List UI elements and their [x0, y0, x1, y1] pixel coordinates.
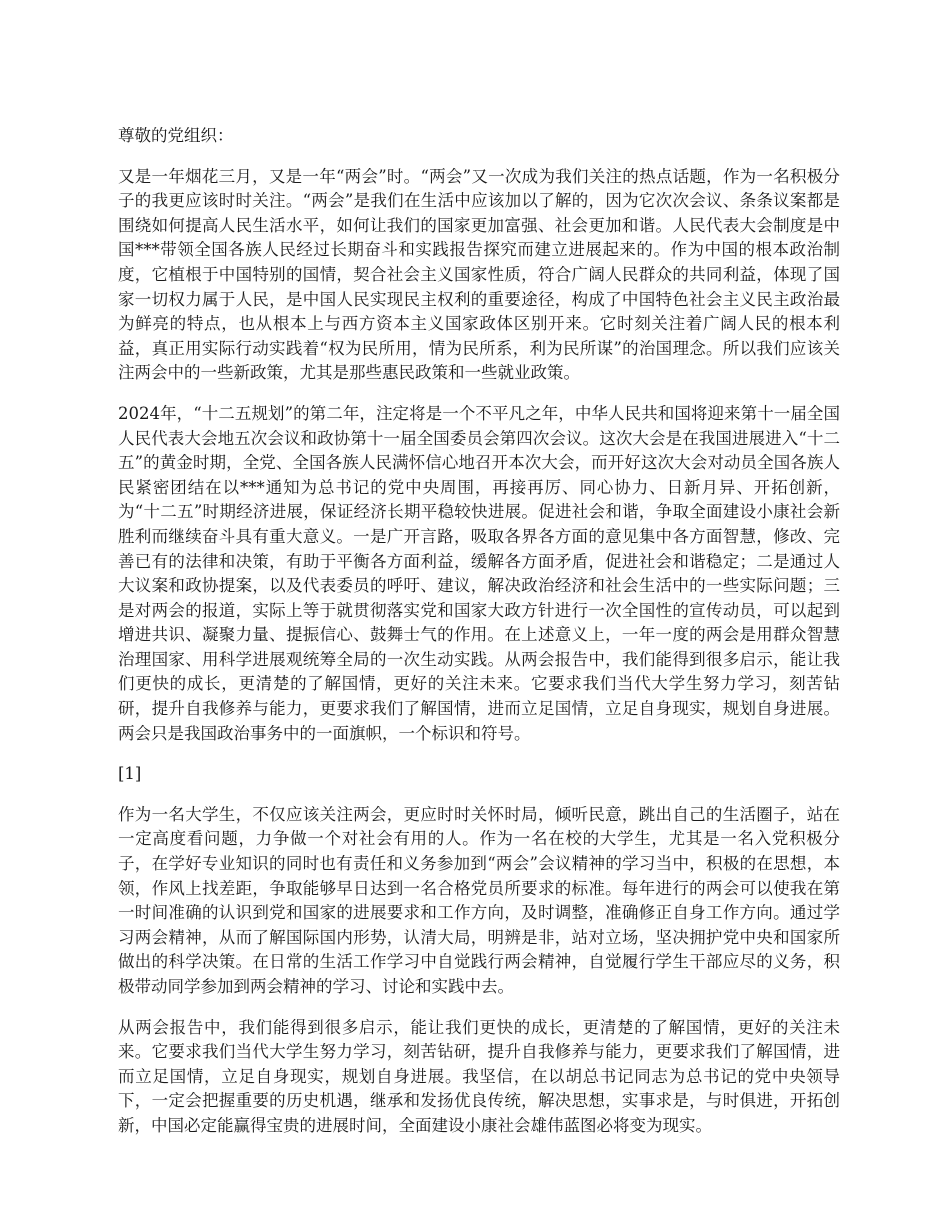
salutation: 尊敬的党组织：	[118, 126, 234, 145]
document-body	[118, 124, 840, 1155]
footnote-reference: [1]	[118, 764, 142, 784]
paragraph-1: 又是一年烟花三月，又是一年“两会”时。“两会”又一次成为我们关注的热点话题，作为一名积极分子的我更应该时时关注。“两会”是我们在生活中应该加以了解的，因为它次次会议、条条议案都是围绕如何提高人民生活水平，如何让我们的国家更加富强、社会更加和谐。人民代表大会制度是中国***带领全国各族人民经过长期奋斗和实践报告探究而建立进展起来的。作为中国的根本政治制度，它植根于中国特别的国情，契合社会主义国家性质，符合广阔人民群众的共同利益，体现了国家一切权力属于人民，是中国人民实现民主权利的重要途径，构成了中国特色社会主义民主政治最为鲜亮的特点，也从根本上与西方资本主义国家政体区别开来。它时刻关注着广阔人民的根本利益，真正用实际行动实践着“权为民所用，情为民所系，利为民所谋”的治国理念。所以我们应该关注两会中的一些新政策，尤其是那些惠民政策和一些就业政策。	[118, 166, 840, 383]
paragraph-2: 2024年，“十二五规划”的第二年，注定将是一个不平凡之年，中华人民共和国将迎来第十一届全国人民代表大会地五次会议和政协第十一届全国委员会第四次会议。这次大会是在我国进展进入“十二五”的黄金时期，全党、全国各族人民满怀信心地召开本次大会，而开好这次大会对动员全国各族人民紧密团结在以***通知为总书记的党中央周围，再接再厉、同心协力、日新月异、开拓创新，为“十二五”时期经济进展，保证经济长期平稳较快进展。促进社会和谐，争取全面建设小康社会新胜利而继续奋斗具有重大意义。一是广开言路，吸取各界各方面的意见集中各方面智慧，修改、完善已有的法律和决策，有助于平衡各方面利益，缓解各方面矛盾，促进社会和谐稳定；二是通过人大议案和政协提案，以及代表委员的呼吁、建议，解决政治经济和社会生活中的一些实际问题；三是对两会的报道，实际上等于就贯彻落实党和国家大政方针进行一次全国性的宣传动员，可以起到增进共识、凝聚力量、提振信心、鼓舞士气的作用。在上述意义上，一年一度的两会是用群众智慧治理国家、用科学进展观统筹全局的一次生动实践。从两会报告中，我们能得到很多启示，能让我们更快的成长，更清楚的了解国情，更好的关注未来。它要求我们当代大学生努力学习，刻苦钻研，提升自我修养与能力，更要求我们了解国情，进而立足国情，立足自身现实，规划自身进展。两会只是我国政治事务中的一面旗帜，一个标识和符号。	[118, 403, 840, 743]
paragraph-4: 从两会报告中，我们能得到很多启示，能让我们更快的成长，更清楚的了解国情，更好的关注未来。它要求我们当代大学生努力学习，刻苦钻研，提升自我修养与能力，更要求我们了解国情，进而立足国情，立足自身现实，规划自身进展。我坚信，在以胡总书记同志为总书记的党中央领导下，一定会把握重要的历史机遇，继承和发扬优良传统，解决思想，实事求是，与时俱进，开拓创新，中国必定能赢得宝贵的进展时间，全面建设小康社会雄伟蓝图必将变为现实。	[118, 1017, 840, 1135]
paragraph-3: 作为一名大学生，不仅应该关注两会，更应时时关怀时局，倾听民意，跳出自己的生活圈子，站在一定高度看问题，力争做一个对社会有用的人。作为一名在校的大学生，尤其是一名入党积极分子，在学好专业知识的同时也有责任和义务参加到“两会”会议精神的学习当中，积极的在思想，本领，作风上找差距，争取能够早日达到一名合格党员所要求的标准。每年进行的两会可以使我在第一时间准确的认识到党和国家的进展要求和工作方向，及时调整，准确修正自身工作方向。通过学习两会精神，从而了解国际国内形势，认清大局，明辨是非，站对立场，坚决拥护党中央和国家所做出的科学决策。在日常的生活工作学习中自觉践行两会精神，自觉履行学生干部应尽的义务，积极带动同学参加到两会精神的学习、讨论和实践中去。	[118, 804, 840, 996]
